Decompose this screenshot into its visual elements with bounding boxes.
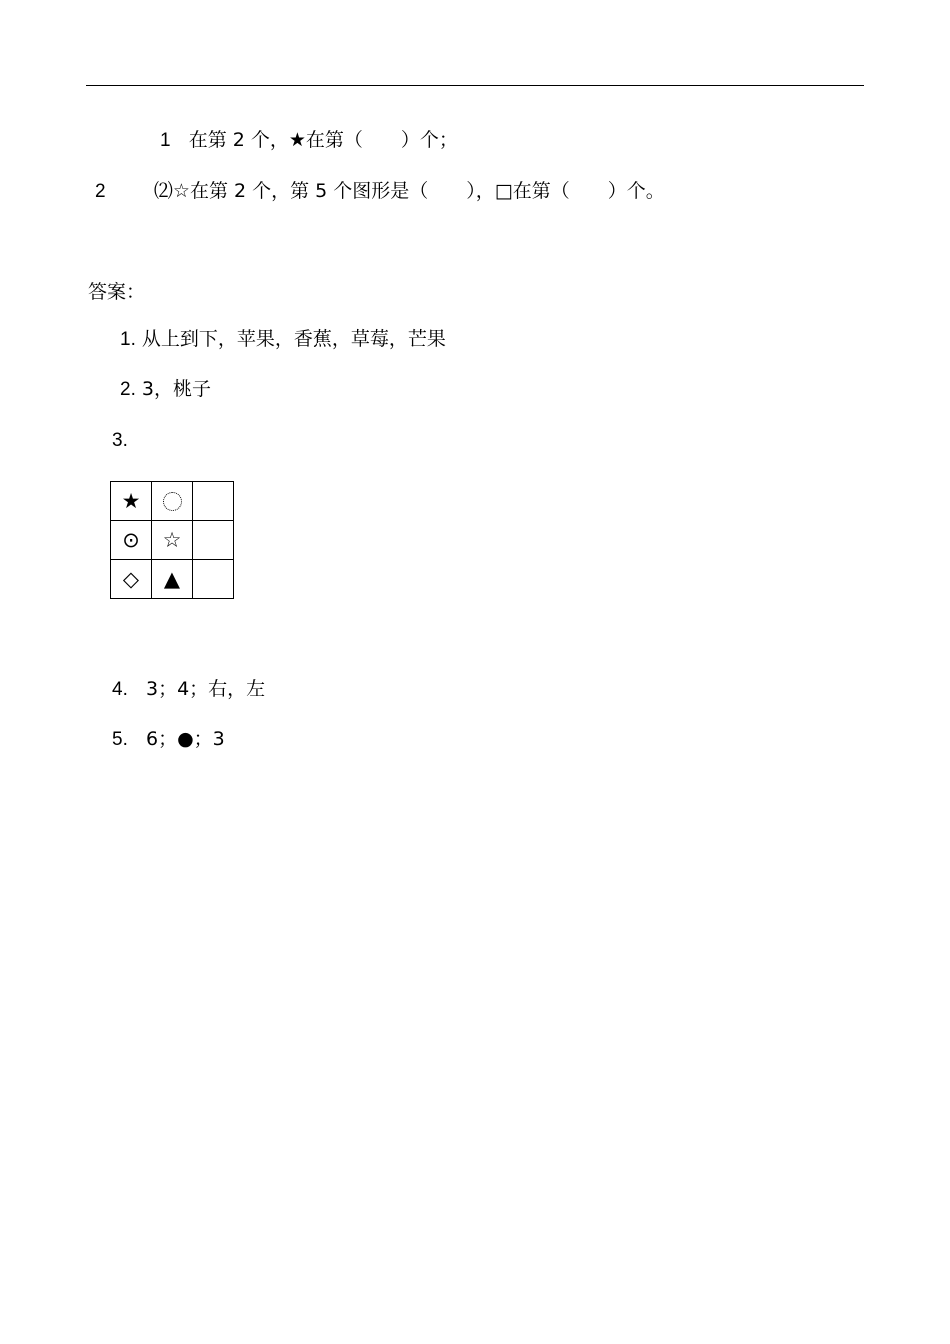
answer-2-text: 3，桃子 — [141, 378, 211, 400]
answer-1-number: 1. — [120, 329, 136, 350]
question-1-number: 1 — [160, 130, 171, 151]
grid-row — [111, 521, 234, 560]
white-star-icon: ☆ — [162, 528, 182, 552]
answer-3 — [112, 428, 128, 453]
answers-heading: 答案： — [88, 281, 146, 303]
answer-5-text: 6；●；3 — [145, 728, 225, 750]
answer-4-number: 4. — [112, 679, 128, 700]
answer-2 — [120, 377, 211, 402]
black-star-icon: ★ — [121, 489, 141, 513]
grid-cell — [111, 521, 152, 560]
shape-grid — [110, 481, 234, 599]
answer-3-number: 3. — [112, 430, 128, 451]
grid-cell — [111, 482, 152, 521]
question-2-number: 2 — [95, 181, 106, 202]
header-rule — [86, 85, 864, 86]
answer-4-text: 3；4；右，左 — [145, 678, 266, 700]
grid-cell — [152, 560, 193, 599]
question-1-text: 在第 2 个，★在第（ ）个； — [188, 129, 458, 151]
circled-dot-icon: ⊙ — [122, 528, 140, 552]
answer-1 — [120, 327, 446, 352]
answer-2-number: 2. — [120, 379, 136, 400]
answer-5 — [112, 727, 225, 752]
answer-4 — [112, 677, 265, 702]
black-triangle-icon: ▲ — [163, 567, 181, 591]
grid-row — [111, 482, 234, 521]
question-2 — [95, 179, 665, 204]
grid-cell — [152, 521, 193, 560]
question-1 — [160, 128, 458, 153]
grid-cell — [111, 560, 152, 599]
answer-5-number: 5. — [112, 729, 128, 750]
grid-cell — [193, 482, 234, 521]
grid-cell — [193, 521, 234, 560]
grid-row — [111, 560, 234, 599]
question-2-text: ⑵☆在第 2 个，第 5 个图形是（ ），□在第（ ）个。 — [153, 180, 665, 202]
grid-cell — [193, 560, 234, 599]
dotted-circle-icon — [163, 492, 182, 511]
grid-cell — [152, 482, 193, 521]
white-diamond-icon: ◇ — [122, 567, 140, 591]
answer-1-text: 从上到下，苹果，香蕉，草莓，芒果 — [141, 328, 446, 350]
